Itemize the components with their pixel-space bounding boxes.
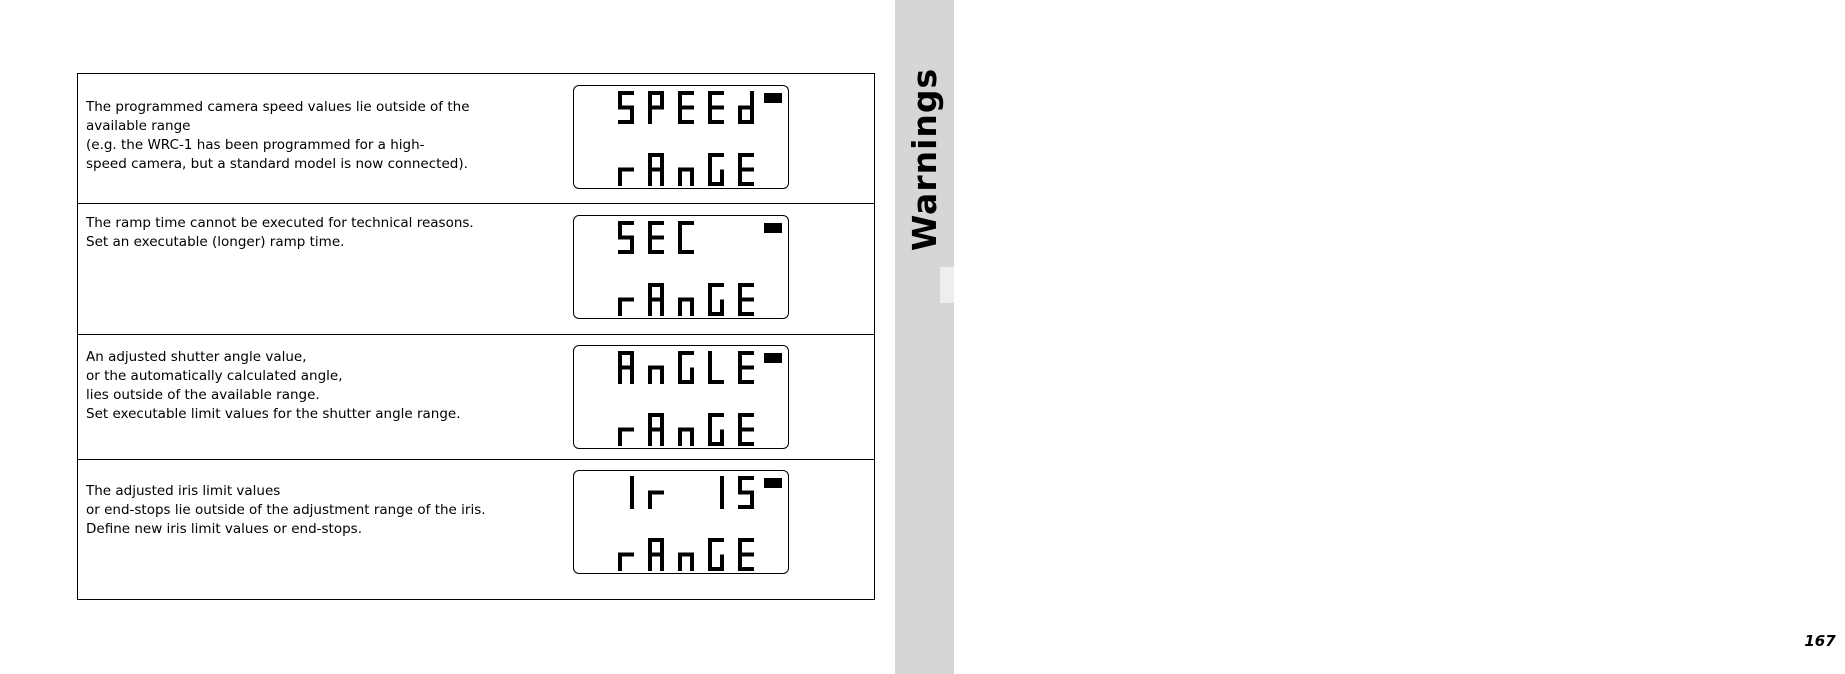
description-line: lies outside of the available range.	[86, 387, 320, 403]
lcd-display-speed-range	[573, 85, 789, 189]
section-tab-marker	[940, 267, 954, 303]
warning-row-sec-range	[78, 203, 874, 334]
lcd-display-iris-range	[573, 470, 789, 574]
section-title: Warnings	[905, 67, 945, 252]
warning-description	[86, 214, 506, 252]
warnings-table	[77, 73, 875, 600]
page-number: 167	[1804, 632, 1836, 650]
warning-row-speed-range	[78, 74, 874, 203]
description-line: Define new iris limit values or end-stops.	[86, 521, 362, 537]
warning-row-angle-range	[78, 334, 874, 459]
description-line: The ramp time cannot be executed for technical reasons.	[86, 215, 474, 231]
description-line: or the automatically calculated angle,	[86, 368, 343, 384]
lcd-display-angle-range	[573, 345, 789, 449]
warning-description	[86, 482, 506, 539]
warning-description	[86, 348, 506, 424]
description-line: The adjusted iris limit values	[86, 483, 281, 499]
description-line: or end-stops lie outside of the adjustment range of the iris.	[86, 502, 486, 518]
description-line: An adjusted shutter angle value,	[86, 349, 307, 365]
description-line: speed camera, but a standard model is now connected).	[86, 156, 468, 172]
description-line: available range	[86, 118, 191, 134]
sidebar	[895, 0, 1836, 674]
warning-row-iris-range	[78, 459, 874, 599]
lcd-display-sec-range	[573, 215, 789, 319]
description-line: Set an executable (longer) ramp time.	[86, 234, 345, 250]
description-line: (e.g. the WRC-1 has been programmed for a high-	[86, 137, 425, 153]
description-line: Set executable limit values for the shutter angle range.	[86, 406, 461, 422]
warning-description	[86, 98, 506, 174]
sidebar-title	[900, 67, 950, 252]
description-line: The programmed camera speed values lie outside of the	[86, 99, 470, 115]
